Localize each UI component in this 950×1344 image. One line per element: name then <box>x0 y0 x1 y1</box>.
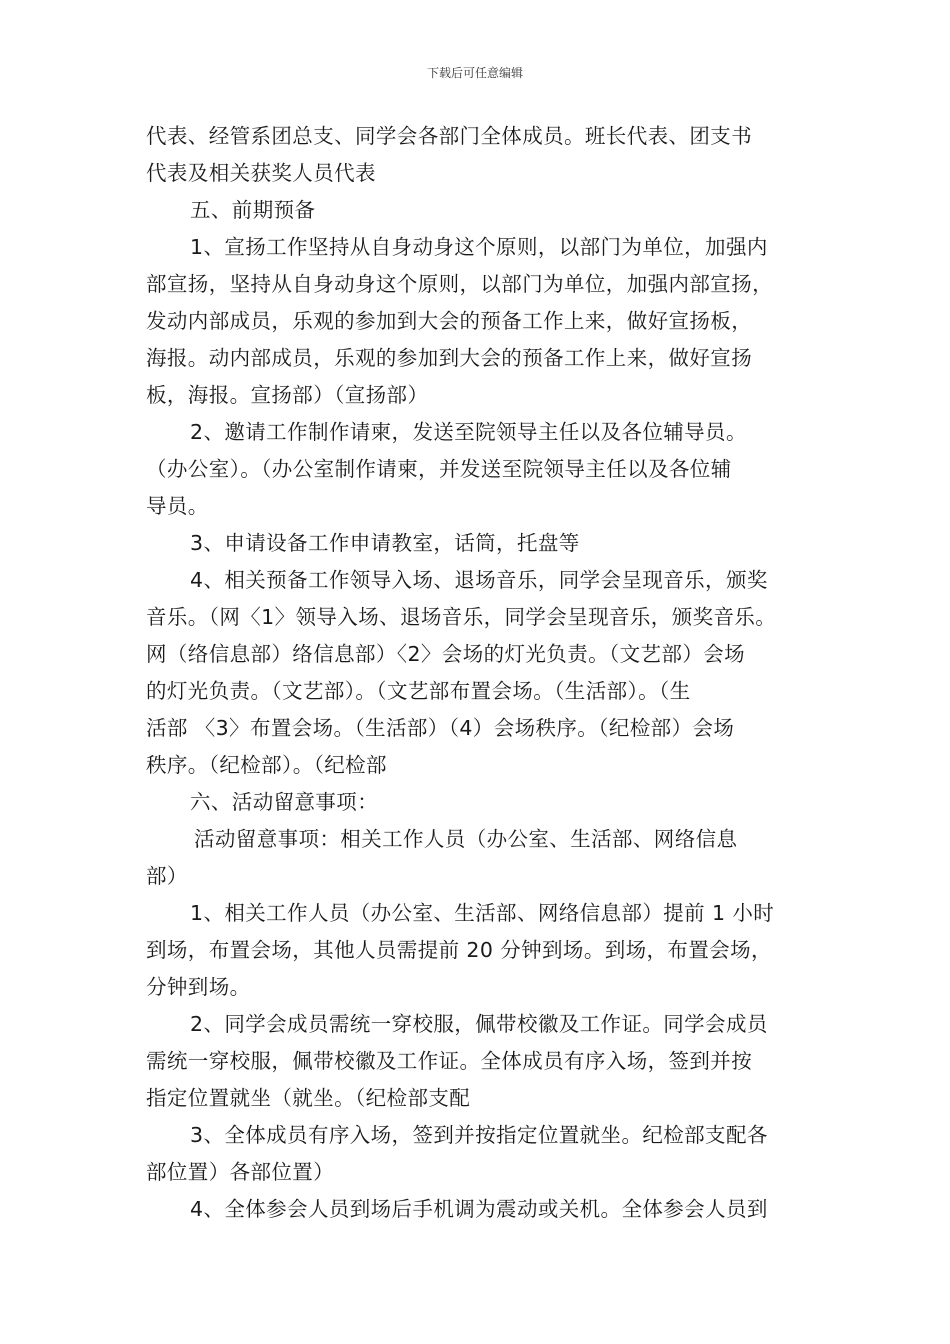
body-line: 网（络信息部）络信息部）〈2〉会场的灯光负责。（文艺部）会场 <box>146 642 746 666</box>
body-line: 部宣扬，坚持从自身动身这个原则，以部门为单位，加强内部宣扬， <box>146 272 773 296</box>
body-line: 1、相关工作人员（办公室、生活部、网络信息部）提前 1 小时 <box>190 901 775 925</box>
body-line: 部） <box>146 864 188 888</box>
body-line: 海报。动内部成员，乐观的参加到大会的预备工作上来，做好宣扬 <box>146 346 753 370</box>
section-heading: 五、前期预备 <box>190 198 316 222</box>
body-line: 板，海报。宣扬部）（宣扬部） <box>146 383 429 407</box>
document-body <box>146 118 818 1228</box>
body-line: 3、全体成员有序入场，签到并按指定位置就坐。纪检部支配各 <box>190 1123 768 1147</box>
body-line: 3、申请设备工作申请教室，话筒，托盘等 <box>190 531 580 555</box>
body-line: 需统一穿校服，佩带校徽及工作证。全体成员有序入场，签到并按 <box>146 1049 753 1073</box>
body-line: 2、邀请工作制作请柬，发送至院领导主任以及各位辅导员。 <box>190 420 747 444</box>
body-line: 2、同学会成员需统一穿校服，佩带校徽及工作证。同学会成员 <box>190 1012 768 1036</box>
body-line: 发动内部成员，乐观的参加到大会的预备工作上来，做好宣扬板， <box>146 309 753 333</box>
body-line: 导员。 <box>146 494 209 518</box>
section-heading: 六、活动留意事项： <box>190 790 379 814</box>
body-line: 活部 〈3〉布置会场。（生活部）（4）会场秩序。（纪检部）会场 <box>146 716 735 740</box>
body-line: 4、相关预备工作领导入场、退场音乐，同学会呈现音乐，颁奖 <box>190 568 768 592</box>
body-line: 音乐。（网〈1〉领导入场、退场音乐，同学会呈现音乐，颁奖音乐。 <box>146 605 777 629</box>
body-line: 秩序。（纪检部）。（纪检部 <box>146 753 387 777</box>
body-line: 代表及相关获奖人员代表 <box>146 161 376 185</box>
body-line: 4、全体参会人员到场后手机调为震动或关机。全体参会人员到 <box>190 1197 768 1221</box>
page-header: 下载后可任意编辑 <box>426 66 523 80</box>
body-line: （办公室）。（办公室制作请柬，并发送至院领导主任以及各位辅 <box>146 457 732 481</box>
body-line: 活动留意事项：相关工作人员（办公室、生活部、网络信息 <box>194 827 738 851</box>
body-line: 代表、经管系团总支、同学会各部门全体成员。班长代表、团支书 <box>146 124 753 148</box>
body-line: 到场，布置会场，其他人员需提前 20 分钟到场。到场，布置会场， <box>146 938 772 962</box>
body-line: 部位置）各部位置） <box>146 1160 335 1184</box>
body-line: 的灯光负责。（文艺部）。（文艺部布置会场。（生活部）。（生 <box>146 679 691 703</box>
body-line: 指定位置就坐（就坐。（纪检部支配 <box>146 1086 471 1110</box>
body-line: 1、宣扬工作坚持从自身动身这个原则，以部门为单位，加强内 <box>190 235 768 259</box>
body-line: 分钟到场。 <box>146 975 251 999</box>
